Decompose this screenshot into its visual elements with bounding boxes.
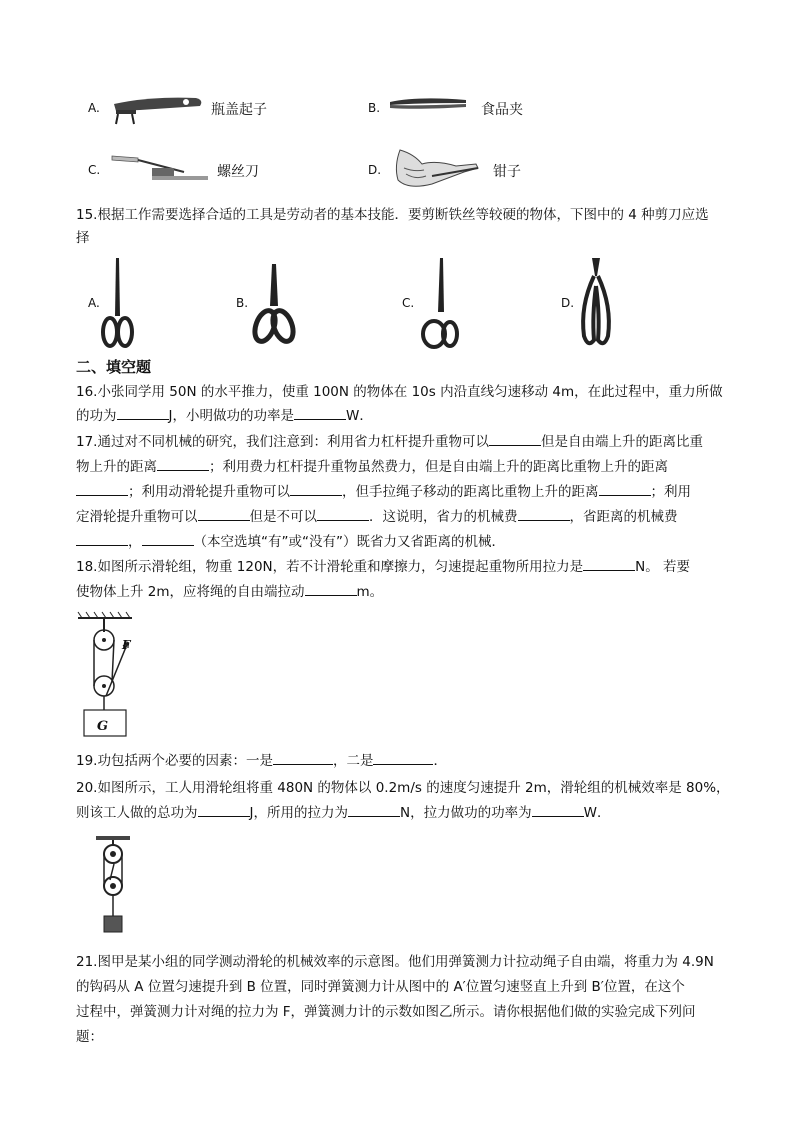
weight-label: G (97, 719, 109, 734)
answer-blank[interactable] (76, 481, 128, 496)
q15-line-2: 择 (76, 230, 90, 246)
answer-blank[interactable] (157, 456, 209, 471)
option-d-letter: D. (368, 163, 382, 177)
screwdriver-icon (108, 150, 208, 182)
q15-option-d-letter: D. (561, 296, 575, 310)
option-c-letter: C. (88, 163, 101, 177)
q15-option-b-letter: B. (236, 296, 249, 310)
answer-blank[interactable] (518, 506, 570, 521)
pliers-icon (386, 146, 486, 190)
answer-blank[interactable] (294, 405, 346, 420)
answer-blank[interactable] (142, 531, 194, 546)
answer-blank[interactable] (317, 506, 369, 521)
answer-blank[interactable] (373, 750, 433, 765)
text: 则该工人做的总功为 (76, 805, 198, 821)
q18-line-2 (76, 580, 383, 605)
q15-option-c-letter: C. (402, 296, 415, 310)
q20-line-1: 20.如图所示，工人用滑轮组将重 480N 的物体以 0.2m/s 的速度匀速提升 2m，滑轮组的机械效率是 80%， (76, 780, 730, 796)
answer-blank[interactable] (532, 802, 584, 817)
q17-line-3 (76, 480, 691, 505)
text: 17.通过对不同机械的研究，我们注意到：利用省力杠杆提升重物可以 (76, 434, 489, 450)
q21-line-3: 过程中，弹簧测力计对绳的拉力为 F，弹簧测力计的示数如图乙所示。请你根据他们做的实验完成下列问 (76, 1004, 696, 1020)
option-d-caption: 钳子 (493, 164, 521, 180)
answer-blank[interactable] (117, 405, 169, 420)
q21-line-1: 21.图甲是某小组的同学测动滑轮的机械效率的示意图。他们用弹簧测力计拉动绳子自由端，将重力为 4.9N (76, 954, 714, 970)
q16-line-2 (76, 404, 373, 429)
option-c-caption: 螺丝刀 (217, 164, 259, 180)
text: ， (128, 534, 142, 550)
text: m。 (356, 584, 384, 600)
option-a-letter: A. (88, 101, 100, 115)
answer-blank[interactable] (583, 556, 635, 571)
answer-blank[interactable] (489, 431, 541, 446)
text: ．这说明，省力的机械费 (369, 509, 518, 525)
q18-line-1 (76, 555, 690, 580)
text: ，但手拉绳子移动的距离比重物上升的距离 (342, 484, 599, 500)
text: W． (345, 408, 373, 424)
text: 定滑轮提升重物可以 (76, 509, 198, 525)
food-tongs-icon (388, 94, 468, 114)
answer-blank[interactable] (198, 802, 250, 817)
answer-blank[interactable] (76, 531, 128, 546)
force-label: F (122, 638, 131, 652)
answer-blank[interactable] (198, 506, 250, 521)
text: ；利用动滑轮提升重物可以 (128, 484, 290, 500)
answer-blank[interactable] (290, 481, 342, 496)
q21-line-4: 题： (76, 1029, 103, 1045)
q17-line-4 (76, 505, 678, 530)
text: ，省距离的机械费 (569, 509, 678, 525)
text: 18.如图所示滑轮组，物重 120N，若不计滑轮重和摩擦力，匀速提起重物所用拉力是 (76, 559, 584, 575)
text: N。 若要 (635, 559, 691, 575)
text: W． (583, 805, 611, 821)
text: J，所用的拉力为 (249, 805, 348, 821)
text: ． (433, 753, 447, 769)
q20-pulley-figure (92, 836, 136, 936)
q16-line-1: 16.小张同学用 50N 的水平推力，使重 100N 的物体在 10s 内沿直线匀速移动 4m，在此过程中，重力所做 (76, 384, 723, 400)
q17-line-2 (76, 455, 668, 480)
text: ；利用费力杠杆提升重物虽然费力，但是自由端上升的距离比重物上升的距离 (209, 459, 668, 475)
q21-line-2: 的钩码从 A 位置匀速提升到 B 位置，同时弹簧测力计从图中的 A′位置匀速竖直上升到 B′位置，在这个 (76, 979, 685, 995)
tailor-scissors-icon (420, 256, 460, 350)
section-title: 二、填空题 (76, 358, 152, 376)
text: J，小明做功的功率是 (168, 408, 294, 424)
q15-line-1: 15.根据工作需要选择合适的工具是劳动者的基本技能．要剪断铁丝等较硬的物体，下图中的 4 种剪刀应选 (76, 207, 709, 223)
answer-blank[interactable] (273, 750, 333, 765)
q20-line-2 (76, 801, 610, 826)
text: 的功为 (76, 408, 117, 424)
option-b-letter: B. (368, 101, 381, 115)
short-blade-scissors-icon (254, 262, 294, 348)
q17-line-5 (76, 530, 505, 555)
wire-shears-icon (578, 256, 614, 350)
text: 但是自由端上升的距离比重 (540, 434, 703, 450)
q17-line-1 (76, 430, 703, 455)
q15-option-a-letter: A. (88, 296, 100, 310)
text: 但是不可以 (249, 509, 317, 525)
option-b-caption: 食品夹 (481, 102, 523, 118)
long-blade-scissors-icon (100, 256, 136, 350)
q18-pulley-figure (76, 610, 142, 740)
answer-blank[interactable] (348, 802, 400, 817)
text: （本空选填“有”或“没有”）既省力又省距离的机械． (193, 534, 505, 550)
bottle-opener-icon (110, 92, 206, 126)
answer-blank[interactable] (599, 481, 651, 496)
option-a-caption: 瓶盖起子 (211, 102, 267, 118)
text: 19.功包括两个必要的因素：一是 (76, 753, 273, 769)
text: N，拉力做功的功率为 (399, 805, 532, 821)
text: ；利用 (650, 484, 691, 500)
answer-blank[interactable] (305, 581, 357, 596)
q19-line (76, 749, 447, 774)
text: 使物体上升 2m，应将绳的自由端拉动 (76, 584, 305, 600)
text: ，二是 (332, 753, 374, 769)
text: 物上升的距离 (76, 459, 157, 475)
